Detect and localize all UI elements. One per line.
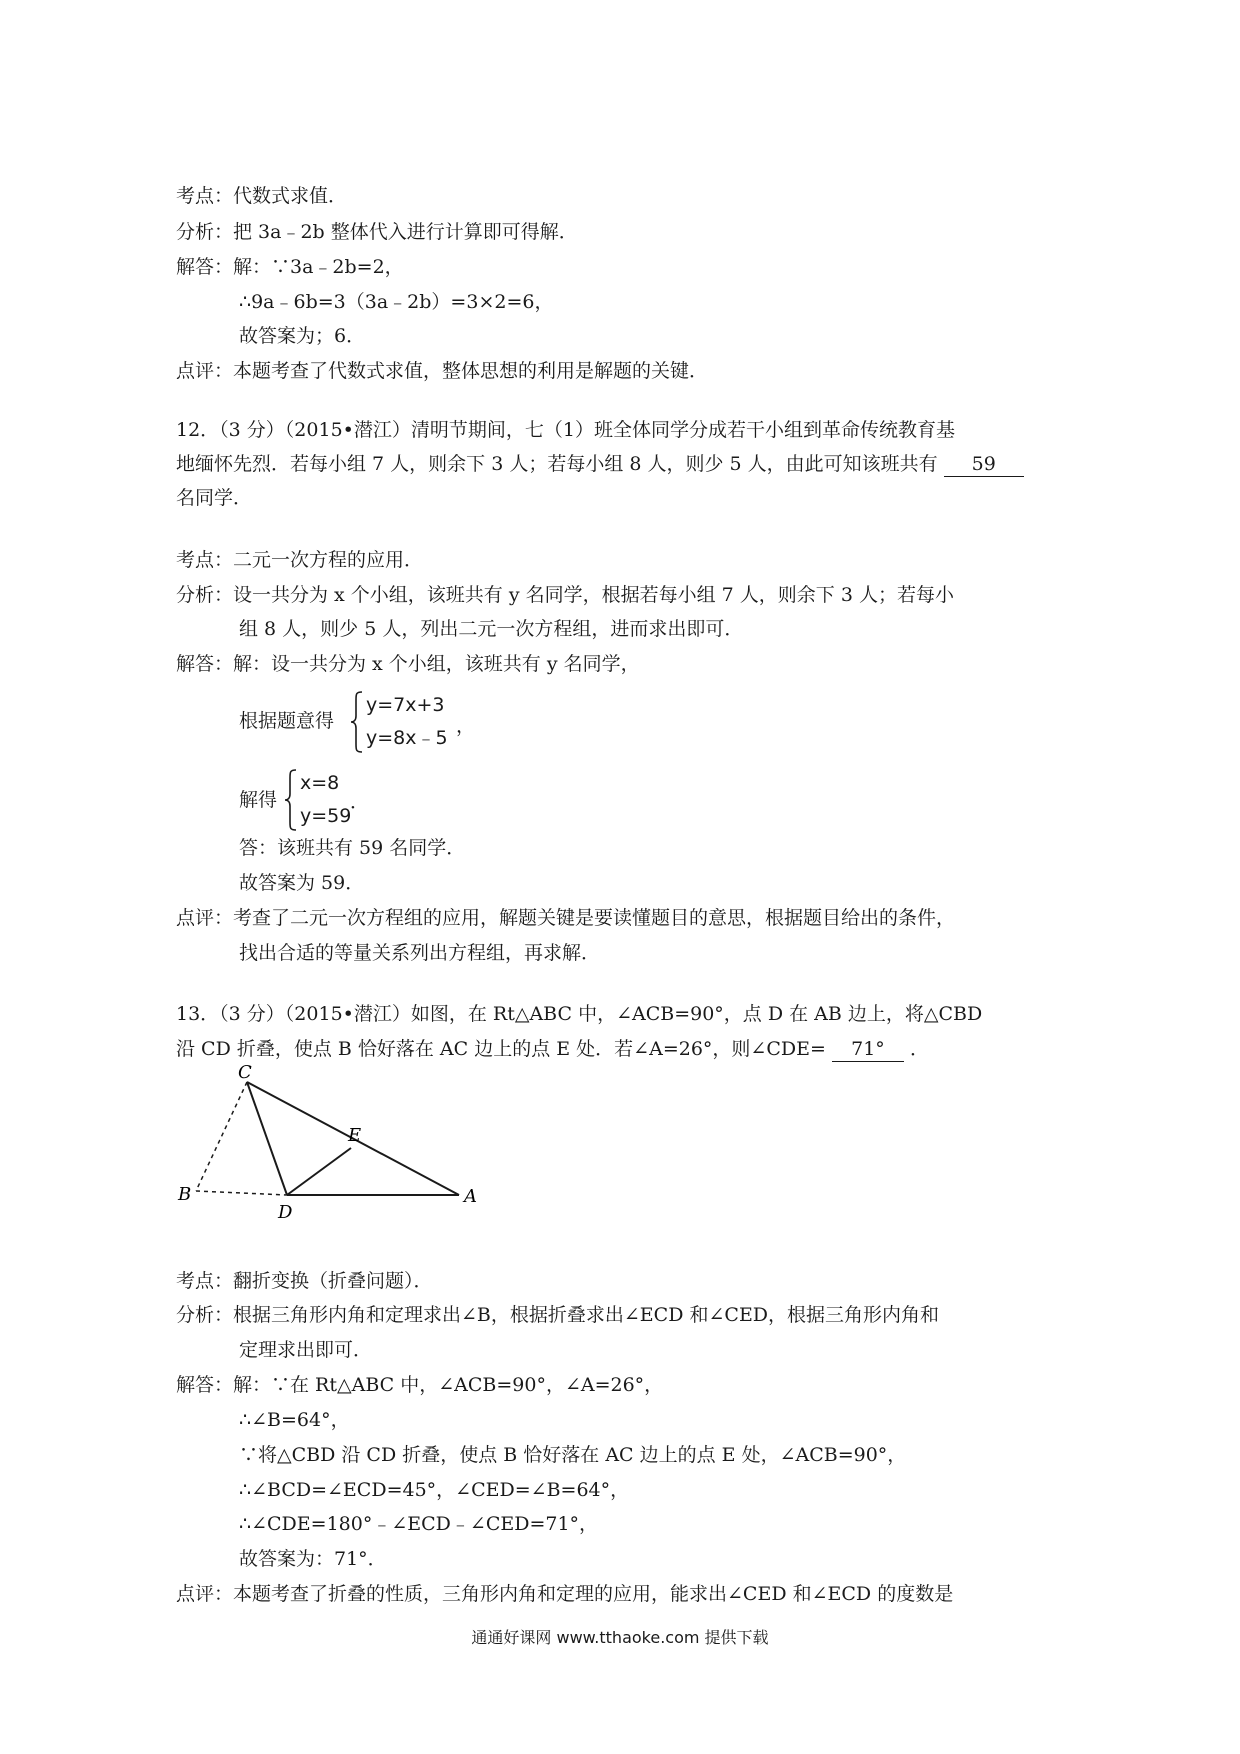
q13-step3: ∴∠BCD=∠ECD=45°，∠CED=∠B=64°， — [239, 1479, 630, 1501]
q13-answer-blank: 71° — [832, 1037, 904, 1062]
q13-jieda: 解答：解：∵在 Rt△ABC 中，∠ACB=90°，∠A=26°， — [176, 1374, 664, 1396]
q12-system-eq1: y=7x+3 — [366, 694, 445, 716]
q13-step2: ∵将△CBD 沿 CD 折叠，使点 B 恰好落在 AC 边上的点 E 处，∠ACB=90°， — [239, 1444, 907, 1466]
label-a: A — [464, 1186, 477, 1207]
q13-answer: 故答案为：71°． — [239, 1548, 387, 1570]
q12-answer: 故答案为 59． — [239, 872, 365, 894]
q13-triangle-figure — [170, 1062, 490, 1232]
q12-solve-eq2: y=59 — [300, 805, 352, 827]
q12-kaodian: 考点：二元一次方程的应用． — [176, 549, 424, 571]
q11-fenxi: 分析：把 3a﹣2b 整体代入进行计算即可得解． — [176, 221, 578, 243]
q12-fenxi-line1: 分析：设一共分为 x 个小组，该班共有 y 名同学，根据若每小组 7 人，则余下 3 人；若每小 — [176, 584, 954, 606]
q11-kaodian: 考点：代数式求值． — [176, 185, 348, 207]
segment-cd — [247, 1082, 287, 1195]
label-d: D — [278, 1202, 293, 1223]
q12-solve-label: 解得 — [239, 789, 278, 811]
label-b: B — [178, 1184, 192, 1205]
q12-jieda: 解答：解：设一共分为 x 个小组，该班共有 y 名同学， — [176, 653, 640, 675]
segment-cb-dashed — [196, 1082, 247, 1191]
q12-reply: 答：该班共有 59 名同学． — [239, 837, 466, 859]
q11-step1: ∴9a﹣6b=3（3a﹣2b）=3×2=6， — [239, 291, 554, 313]
segment-de — [287, 1148, 351, 1195]
q11-answer: 故答案为；6． — [239, 325, 366, 347]
label-c: C — [238, 1062, 252, 1083]
q13-stem-line2-tail: ． — [910, 1038, 930, 1060]
q12-stem-line2-text: 地缅怀先烈．若每小组 7 人，则余下 3 人；若每小组 8 人，则少 5 人，由此可知该班共有 — [176, 453, 938, 475]
q12-solve-eq1: x=8 — [300, 772, 340, 794]
q13-step1: ∴∠B=64°， — [239, 1409, 350, 1431]
q12-dianping-line2: 找出合适的等量关系列出方程组，再求解． — [239, 942, 601, 964]
q12-stem-line1: 12．（3 分）（2015•潜江）清明节期间，七（1）班全体同学分成若干小组到革命传统教育基 — [176, 419, 955, 441]
q13-dianping-line1: 点评：本题考查了折叠的性质，三角形内角和定理的应用，能求出∠CED 和∠ECD 的度数是 — [176, 1583, 954, 1605]
q13-fenxi-line2: 定理求出即可． — [239, 1339, 373, 1361]
q12-stem-line2 — [176, 450, 1024, 478]
left-brace-icon — [350, 690, 364, 754]
q11-dianping: 点评：本题考查了代数式求值，整体思想的利用是解题的关键． — [176, 360, 709, 382]
q13-step4: ∴∠CDE=180°﹣∠ECD﹣∠CED=71°， — [239, 1513, 599, 1535]
label-e: E — [348, 1125, 362, 1146]
q12-system-tail: ， — [456, 715, 476, 737]
segment-bd-dashed — [196, 1191, 287, 1195]
q12-system-label: 根据题意得 — [239, 710, 335, 732]
q13-kaodian: 考点：翻折变换（折叠问题）． — [176, 1270, 433, 1292]
q12-fenxi-line2: 组 8 人，则少 5 人，列出二元一次方程组，进而求出即可． — [239, 618, 744, 640]
q12-stem-line3: 名同学． — [176, 487, 253, 509]
q12-answer-blank: 59 — [944, 452, 1024, 477]
q12-system-eq2: y=8x﹣5 — [366, 727, 448, 749]
q13-stem-line2 — [176, 1035, 929, 1063]
q13-stem-line1: 13．（3 分）（2015•潜江）如图，在 Rt△ABC 中，∠ACB=90°，点 D 在 AB 边上，将△CBD — [176, 1003, 983, 1025]
q12-solve-tail: ． — [350, 791, 370, 813]
page-footer: 通通好课网 www.tthaoke.com 提供下载 — [471, 1628, 769, 1647]
q13-stem-line2-text: 沿 CD 折叠，使点 B 恰好落在 AC 边上的点 E 处．若∠A=26°，则∠CDE= — [176, 1038, 826, 1060]
q11-jieda: 解答：解：∵3a﹣2b=2， — [176, 256, 404, 278]
left-brace-icon — [284, 768, 298, 832]
q12-dianping-line1: 点评：考查了二元一次方程组的应用，解题关键是要读懂题目的意思，根据题目给出的条件， — [176, 907, 956, 929]
q13-fenxi-line1: 分析：根据三角形内角和定理求出∠B，根据折叠求出∠ECD 和∠CED，根据三角形内角和 — [176, 1304, 940, 1326]
